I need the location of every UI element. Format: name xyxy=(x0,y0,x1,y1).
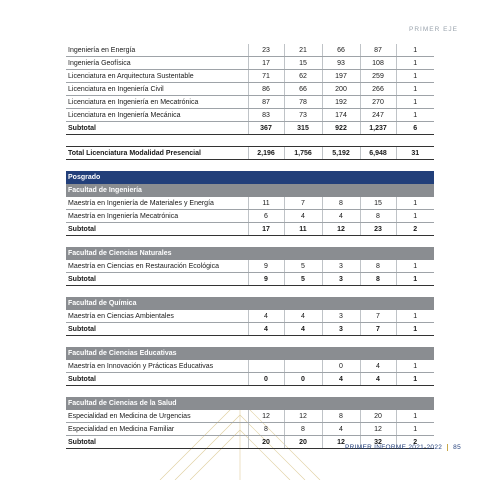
row-label: Maestría en Ciencias Ambientales xyxy=(66,310,248,323)
cell-c3: 192 xyxy=(322,96,360,109)
table-row xyxy=(66,96,434,109)
cell-c3: 12 xyxy=(322,223,360,236)
cell-c2: 12 xyxy=(284,410,322,423)
cell-c4: 270 xyxy=(360,96,396,109)
cell-c4: 108 xyxy=(360,57,396,70)
row-label: Licenciatura en Arquitectura Sustentable xyxy=(66,70,248,83)
cell-c3: 197 xyxy=(322,70,360,83)
cell-c1: 0 xyxy=(248,373,284,386)
faculty-header-label: Facultad de Ciencias Educativas xyxy=(66,347,434,360)
cell-c1: 20 xyxy=(248,436,284,449)
cell-c2: 0 xyxy=(284,373,322,386)
cell-c1: 17 xyxy=(248,223,284,236)
table-row xyxy=(66,70,434,83)
cell-c4: 8 xyxy=(360,210,396,223)
faculty-header xyxy=(66,397,434,410)
cell-c1: 83 xyxy=(248,109,284,122)
cell-c4: 247 xyxy=(360,109,396,122)
cell-c4: 7 xyxy=(360,310,396,323)
cell-c5: 1 xyxy=(396,423,434,436)
cell-c4: 32 xyxy=(360,436,396,449)
cell-c5: 1 xyxy=(396,373,434,386)
cell-c2: 5 xyxy=(284,273,322,286)
cell-c4: 12 xyxy=(360,423,396,436)
cell-c1: 2,196 xyxy=(248,147,284,160)
cell-c2: 20 xyxy=(284,436,322,449)
cell-c3: 4 xyxy=(322,423,360,436)
cell-c2: 4 xyxy=(284,323,322,336)
cell-c3: 8 xyxy=(322,197,360,210)
cell-c5: 1 xyxy=(396,310,434,323)
table-row xyxy=(66,83,434,96)
cell-c2: 5 xyxy=(284,260,322,273)
row-label: Subtotal xyxy=(66,373,248,386)
table-row xyxy=(66,423,434,436)
row-label: Licenciatura en Ingeniería en Mecatrónica xyxy=(66,96,248,109)
spacer-row xyxy=(66,160,434,172)
cell-c1: 9 xyxy=(248,273,284,286)
table-row xyxy=(66,260,434,273)
table-row xyxy=(66,410,434,423)
posgrado-header xyxy=(66,171,434,184)
cell-c3: 922 xyxy=(322,122,360,135)
cell-c4: 266 xyxy=(360,83,396,96)
cell-c5: 1 xyxy=(396,70,434,83)
spacer-row xyxy=(66,286,434,298)
row-label: Especialidad en Medicina Familiar xyxy=(66,423,248,436)
cell-c2: 62 xyxy=(284,70,322,83)
cell-c5: 6 xyxy=(396,122,434,135)
cell-c5: 1 xyxy=(396,109,434,122)
cell-c4: 8 xyxy=(360,273,396,286)
total-row xyxy=(66,147,434,160)
cell-c5: 1 xyxy=(396,410,434,423)
cell-c2 xyxy=(284,360,322,373)
row-label: Subtotal xyxy=(66,223,248,236)
row-label: Especialidad en Medicina de Urgencias xyxy=(66,410,248,423)
cell-c2: 4 xyxy=(284,310,322,323)
row-label: Ingeniería Geofísica xyxy=(66,57,248,70)
cell-c3: 12 xyxy=(322,436,360,449)
cell-c5: 1 xyxy=(396,273,434,286)
cell-c2: 11 xyxy=(284,223,322,236)
row-label: Maestría en Innovación y Prácticas Educativas xyxy=(66,360,248,373)
cell-c2: 78 xyxy=(284,96,322,109)
cell-c5: 1 xyxy=(396,197,434,210)
faculty-header xyxy=(66,347,434,360)
row-label: Licenciatura en Ingeniería Mecánica xyxy=(66,109,248,122)
cell-c1: 367 xyxy=(248,122,284,135)
row-label: Maestría en Ingeniería Mecatrónica xyxy=(66,210,248,223)
faculty-header-label: Facultad de Ingeniería xyxy=(66,184,434,197)
cell-c5: 31 xyxy=(396,147,434,160)
cell-c2: 15 xyxy=(284,57,322,70)
faculty-header-label: Facultad de Química xyxy=(66,297,434,310)
cell-c4: 1,237 xyxy=(360,122,396,135)
subtotal-row xyxy=(66,273,434,286)
cell-c1: 71 xyxy=(248,70,284,83)
table-row xyxy=(66,44,434,57)
cell-c1: 87 xyxy=(248,96,284,109)
faculty-header xyxy=(66,247,434,260)
row-label: Subtotal xyxy=(66,323,248,336)
subtotal-row xyxy=(66,223,434,236)
subtotal-row xyxy=(66,323,434,336)
enrollment-table xyxy=(66,44,434,449)
cell-c5: 1 xyxy=(396,360,434,373)
cell-c3: 3 xyxy=(322,273,360,286)
cell-c5: 1 xyxy=(396,210,434,223)
cell-c1: 86 xyxy=(248,83,284,96)
cell-c5: 1 xyxy=(396,44,434,57)
cell-c3: 3 xyxy=(322,260,360,273)
cell-c3: 0 xyxy=(322,360,360,373)
cell-c1: 8 xyxy=(248,423,284,436)
spacer-row xyxy=(66,135,434,147)
table-row xyxy=(66,57,434,70)
table-row xyxy=(66,109,434,122)
cell-c4: 23 xyxy=(360,223,396,236)
row-label: Maestría en Ingeniería de Materiales y Energía xyxy=(66,197,248,210)
cell-c5: 1 xyxy=(396,260,434,273)
cell-c5: 1 xyxy=(396,57,434,70)
cell-c1: 4 xyxy=(248,323,284,336)
cell-c3: 93 xyxy=(322,57,360,70)
cell-c5: 1 xyxy=(396,96,434,109)
spacer-row xyxy=(66,336,434,348)
cell-c1: 17 xyxy=(248,57,284,70)
row-label: Licenciatura en Ingeniería Civil xyxy=(66,83,248,96)
cell-c1 xyxy=(248,360,284,373)
cell-c3: 66 xyxy=(322,44,360,57)
cell-c4: 20 xyxy=(360,410,396,423)
cell-c4: 7 xyxy=(360,323,396,336)
cell-c1: 12 xyxy=(248,410,284,423)
cell-c2: 66 xyxy=(284,83,322,96)
faculty-header xyxy=(66,297,434,310)
cell-c1: 9 xyxy=(248,260,284,273)
table-row xyxy=(66,360,434,373)
faculty-header-label: Facultad de Ciencias Naturales xyxy=(66,247,434,260)
cell-c3: 200 xyxy=(322,83,360,96)
cell-c3: 3 xyxy=(322,310,360,323)
cell-c4: 4 xyxy=(360,360,396,373)
cell-c2: 73 xyxy=(284,109,322,122)
faculty-header-label: Facultad de Ciencias de la Salud xyxy=(66,397,434,410)
cell-c4: 4 xyxy=(360,373,396,386)
page-footer xyxy=(345,444,461,451)
cell-c2: 8 xyxy=(284,423,322,436)
table-row xyxy=(66,310,434,323)
spacer-row xyxy=(66,236,434,248)
section-label: PRIMER EJE xyxy=(408,26,458,33)
cell-c5: 2 xyxy=(396,436,434,449)
row-label: Subtotal xyxy=(66,122,248,135)
page-number: 85 xyxy=(447,444,461,451)
table-row xyxy=(66,197,434,210)
cell-c4: 6,948 xyxy=(360,147,396,160)
posgrado-header-label: Posgrado xyxy=(66,171,434,184)
cell-c2: 1,756 xyxy=(284,147,322,160)
cell-c5: 1 xyxy=(396,83,434,96)
cell-c4: 259 xyxy=(360,70,396,83)
cell-c3: 8 xyxy=(322,410,360,423)
cell-c3: 174 xyxy=(322,109,360,122)
cell-c4: 15 xyxy=(360,197,396,210)
cell-c2: 315 xyxy=(284,122,322,135)
subtotal-row xyxy=(66,373,434,386)
cell-c1: 6 xyxy=(248,210,284,223)
cell-c4: 8 xyxy=(360,260,396,273)
row-label: Total Licenciatura Modalidad Presencial xyxy=(66,147,248,160)
subtotal-row xyxy=(66,122,434,135)
cell-c5: 2 xyxy=(396,223,434,236)
cell-c3: 4 xyxy=(322,210,360,223)
row-label: Ingeniería en Energía xyxy=(66,44,248,57)
cell-c3: 4 xyxy=(322,373,360,386)
row-label: Subtotal xyxy=(66,436,248,449)
cell-c5: 1 xyxy=(396,323,434,336)
cell-c4: 87 xyxy=(360,44,396,57)
row-label: Subtotal xyxy=(66,273,248,286)
cell-c2: 7 xyxy=(284,197,322,210)
spacer-row xyxy=(66,386,434,398)
cell-c1: 23 xyxy=(248,44,284,57)
cell-c3: 5,192 xyxy=(322,147,360,160)
faculty-header xyxy=(66,184,434,197)
cell-c3: 3 xyxy=(322,323,360,336)
cell-c1: 4 xyxy=(248,310,284,323)
table-row xyxy=(66,210,434,223)
cell-c1: 11 xyxy=(248,197,284,210)
row-label: Maestría en Ciencias en Restauración Ecológica xyxy=(66,260,248,273)
report-title: PRIMER INFORME 2021-2022 xyxy=(345,444,443,451)
cell-c2: 21 xyxy=(284,44,322,57)
cell-c2: 4 xyxy=(284,210,322,223)
